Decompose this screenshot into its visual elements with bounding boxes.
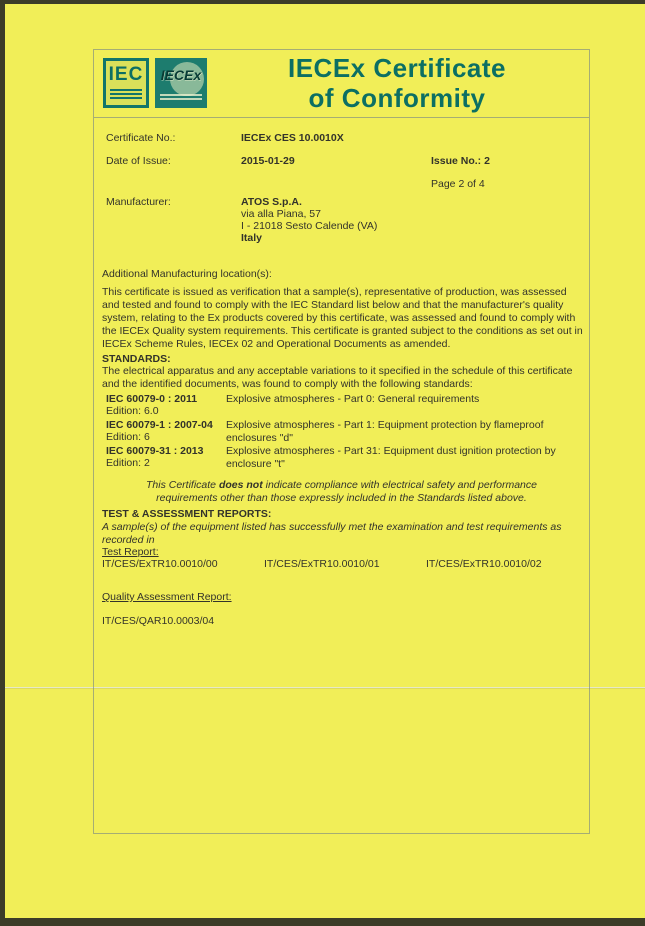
issue-no: Issue No.: 2 [431,155,490,167]
manufacturer-address-line2: I - 21018 Sesto Calende (VA) [241,220,378,232]
certificate-title-line1: IECEx Certificate [287,53,507,83]
iec-logo-text: IEC [108,64,144,85]
test-report-number: IT/CES/ExTR10.0010/01 [264,558,380,570]
standard-code: IEC 60079-1 : 2007-04 [106,419,213,431]
standard-description: Explosive atmospheres - Part 31: Equipment dust ignition protection by enclosure "t" [226,445,556,470]
quality-assessment-report-label: Quality Assessment Report: [102,591,232,603]
iecex-logo-text: IECEx [160,67,202,83]
scan-edge-left [0,0,5,926]
date-of-issue-label: Date of Issue: [106,155,171,167]
certificate-no-value: IECEx CES 10.0010X [241,132,344,144]
additional-locations-label: Additional Manufacturing location(s): [102,268,272,280]
date-of-issue-value: 2015-01-29 [241,155,295,167]
scan-edge-top [0,0,645,4]
test-reports-intro: A sample(s) of the equipment listed has successfully met the examination and test requirements as recorded in [102,521,562,546]
standard-description: Explosive atmospheres - Part 0: General requirements [226,393,480,405]
standard-description: Explosive atmospheres - Part 1: Equipment protection by flameproof enclosures "d" [226,419,544,444]
iecex-logo-lines [160,94,202,102]
manufacturer-label: Manufacturer: [106,196,171,208]
quality-assessment-report-value: IT/CES/QAR10.0003/04 [102,615,215,627]
certificate-title [209,53,585,113]
standards-heading: STANDARDS: [102,353,171,365]
scan-edge-bottom [0,918,645,926]
manufacturer-address-line3: Italy [241,232,263,244]
certificate-header [94,50,589,118]
verification-paragraph: This certificate is issued as verification that a sample(s), representative of production, was assessed and tested and found to comply with the IEC Standard list below and that the manufacturer's quality system, relating to the Ex products covered by this certificate, was assessed and found to comply with the IECEx Quality system requirements. This certificate is granted subject to the conditions as set out in IECEx Scheme Rules, IECEx 02 and Operational Documents as amended. [102,286,583,350]
certificate-no-label: Certificate No.: [106,132,176,144]
standard-code: IEC 60079-0 : 2011 [106,393,198,405]
iecex-logo-icon [155,58,207,108]
disclaimer [114,479,569,505]
disclaimer-suffix: indicate compliance with electrical safety and performance requirements other than those expressly included in the Standards listed above. [156,479,537,504]
standard-code: IEC 60079-31 : 2013 [106,445,204,457]
test-reports-heading: TEST & ASSESSMENT REPORTS: [102,508,272,520]
standard-edition: Edition: 2 [106,457,150,469]
disclaimer-prefix: This Certificate [146,479,219,491]
test-report-number: IT/CES/ExTR10.0010/02 [426,558,542,570]
iec-logo-icon [103,58,149,108]
page-number: Page 2 of 4 [431,178,485,190]
iec-logo-lines [110,89,142,99]
certificate-title-line2: of Conformity [308,83,486,113]
manufacturer-name: ATOS S.p.A. [241,196,302,208]
disclaimer-bold: does not [218,479,263,491]
manufacturer-address-line1: via alla Piana, 57 [241,208,321,220]
standard-edition: Edition: 6 [106,431,150,443]
standards-intro: The electrical apparatus and any acceptable variations to it specified in the schedule of this certificate and the identified documents, was found to comply with the following standards: [102,365,573,390]
certificate-content-frame [93,49,590,834]
test-report-number: IT/CES/ExTR10.0010/00 [102,558,218,570]
test-report-label: Test Report: [102,546,159,558]
standard-edition: Edition: 6.0 [106,405,159,417]
